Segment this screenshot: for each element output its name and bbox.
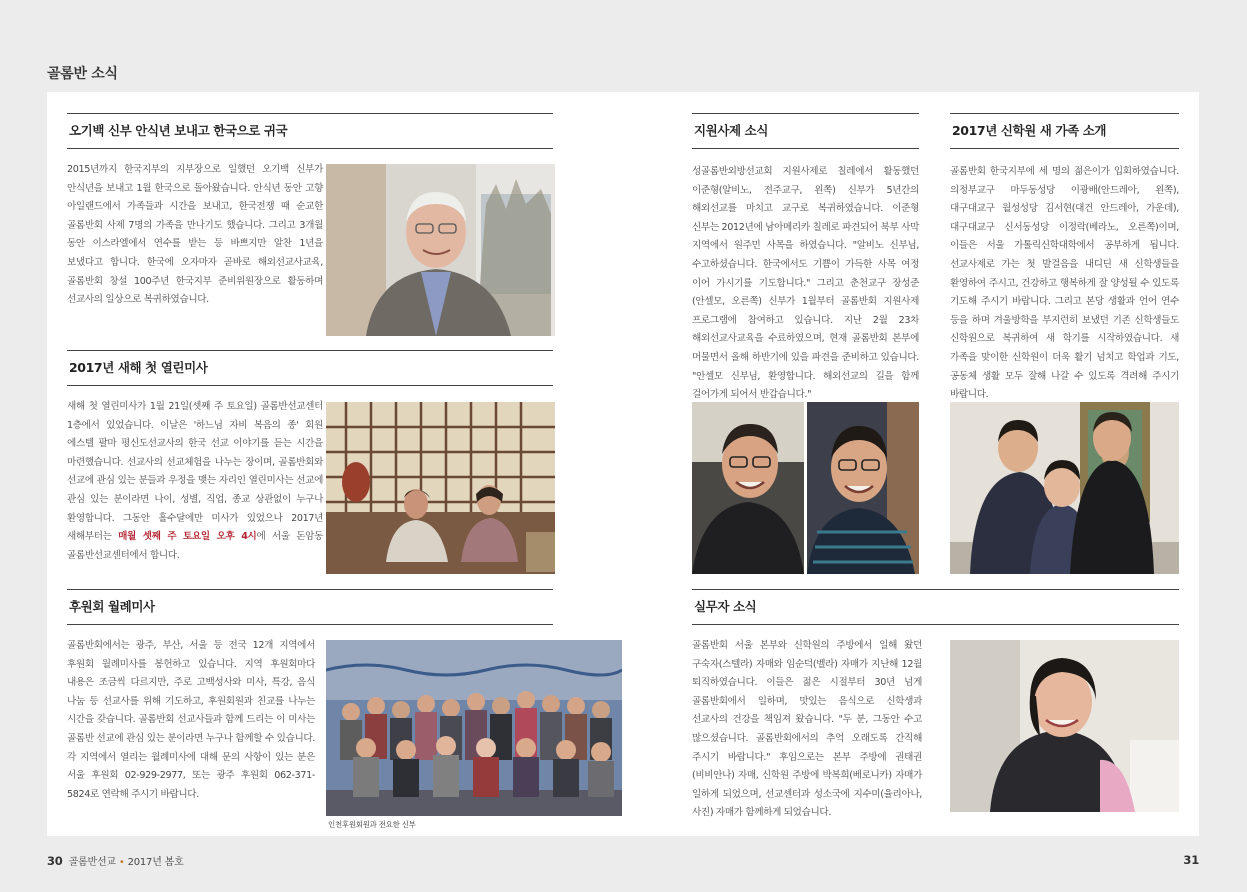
highlight-schedule: 매월 셋째 주 토요일 오후 4시 xyxy=(118,531,257,543)
article-open-mass-body xyxy=(67,384,323,565)
article-staff xyxy=(692,589,1179,625)
issue-label: 2017년 봄호 xyxy=(127,857,184,868)
page-number-right: 31 xyxy=(1183,853,1199,867)
article-seminary xyxy=(950,113,1179,405)
photo-priest-jang xyxy=(807,402,919,574)
article-title: 2017년 새해 첫 열린미사 xyxy=(67,350,553,386)
article-benefactor-mass-body xyxy=(67,623,315,804)
section-header: 골롬반 소식 xyxy=(47,66,118,82)
article-title: 지원사제 소식 xyxy=(692,113,919,149)
footer-right xyxy=(1183,853,1199,867)
article-priest-candidates xyxy=(692,113,919,405)
photo-caption: 인천후원회원과 전요한 신부 xyxy=(328,820,416,829)
article-body: 골롬반회 한국지부에 세 명의 젊은이가 입회하였습니다. 의정부교구 마두동성당 이광배(안드레아, 왼쪽), 대구대교구 월성성당 김서현(대건 안드레아, 가운데), 대구대교구 신서동성당 이정락(베라노, 오른쪽)이며, 이들은 서울 가톨릭신학대학에서 공부하게 됩니다. 선교사제로 가는 첫 발걸음을 내디딘 새 신학생들을 환영하여 주시고, 건강하고 행복하게 잘 양성될 수 있도록 기도해 주시기 바랍니다. 그리고 본당 생활과 언어 연수 등을 하며 겨울방학을 부지런히 보냈던 기존 신학생들도 신학원으로 복귀하여 새 학기를 시작하였습니다. 새 가족을 맞이한 신학원이 더욱 활기 넘치고 학업과 기도, 공동체 생활 모두 잘해 나갈 수 있도록 격려해 주시기 바랍니다. xyxy=(950,166,1179,401)
article-body xyxy=(67,398,323,565)
article-body: 성골롬반외방선교회 지원사제로 칠레에서 활동했던 이준형(알비노, 전주교구, 왼쪽) 신부가 5년간의 해외선교를 마치고 교구로 복귀하였습니다. 이준형 신부는 2012년에 남아메리카 칠레로 파견되어 북부 사막 지역에서 원주민 사목을 하였습니다. "알비노 신부님, 수고하셨습니다. 한국에서도 기쁨이 가득한 사목 여정 이어 가시기를 기도합니다." 그리고 춘천교구 장성준(안셀모, 오른쪽) 신부가 1월부터 골롬반회 지원사제 프로그램에 참여하고 있습니다. 지난 2월 23차 해외선교사교육을 수료하였으며, 현재 골롬반회 본부에 머물면서 올해 하반기에 있을 파견을 준비하고 있습니다. "안셀모 신부님, 환영합니다. 해외선교의 길을 함께 걸어가게 되어서 반갑습니다." xyxy=(692,166,919,401)
magazine-spread xyxy=(47,92,1199,836)
article-staff-body xyxy=(692,623,922,823)
body-text: 새해 첫 열린미사가 1월 21일(셋째 주 토요일) 골롬반선교센터 1층에서 있었습니다. 이날은 '하느님 자비 복음의 종' 회원 에스텔 팔마 평신도선교사의 한국 선교 이야기를 듣는 시간을 마련했습니다. 선교사의 선교체험을 나누는 장이며, 골롬반회와 선교에 관심 있는 분들과 우정을 맺는 자리인 열린미사는 선교에 관심 있는 분이라면 나이, 성별, 직업, 종교 상관없이 누구나 환영합니다. 그동안 홀수달에만 미사가 있었으나 2017년 새해부터는 xyxy=(67,401,323,543)
photo-open-mass xyxy=(326,402,555,574)
article-body: 골롬반회 서울 본부와 신학원의 주방에서 일해 왔던 구숙자(스텔라) 자매와 임순덕(벨라) 자매가 지난해 12월 퇴직하였습니다. 이들은 젊은 시절부터 30년 넘게 골롬반회에서 일하며, 맛있는 음식으로 신학생과 선교사의 건강을 책임져 왔습니다. "두 분, 그동안 수고 많으셨습니다. 골롬반회에서의 추억 오래도록 간직해 주시기 바랍니다." 후임으로는 본부 주방에 권태권(비비안나) 자매, 신학원 주방에 박복희(베로니카) 자매가 일하게 되었으며, 선교센터과 성소국에 지수미(율리아나, 사진) 자매가 함께하게 되었습니다. xyxy=(692,640,922,819)
photo-seminarians xyxy=(950,402,1179,574)
photo-kim-portrait xyxy=(326,164,555,336)
photo-priest-lee xyxy=(692,402,804,574)
body-text: 에 서울 돈암동 골롬반선교센터에서 합니다. xyxy=(67,531,323,561)
bullet-icon: • xyxy=(118,857,125,868)
page-number-left: 30 xyxy=(47,854,63,868)
footer-left xyxy=(47,853,184,868)
article-kim-return xyxy=(67,113,553,149)
photo-staff-ji xyxy=(950,640,1179,812)
article-body: 골롬반회에서는 광주, 부산, 서울 등 전국 12개 지역에서 후원회 월례미사를 봉헌하고 있습니다. 지역 후원회마다 내용은 조금씩 다르지만, 주로 고백성사와 미사, 특강, 음식 나눔 등 선교사를 위해 기도하고, 후원회원과 친교를 나누는 시간을 갖습니다. 골롬반회 선교사들과 함께 드리는 이 미사는 골롬반 선교에 관심 있는 분이라면 누구나 함께할 수 있습니다. 각 지역에서 열리는 월례미사에 대해 문의 사항이 있는 분은 서울 후원회 02-929-2977, 또는 광주 후원회 062-371-5824로 연락해 주시기 바랍니다. xyxy=(67,640,315,800)
magazine-name: 골롬반선교 xyxy=(68,857,116,868)
article-body: 2015년까지 한국지부의 지부장으로 일했던 오기백 신부가 안식년을 보내고 1월 한국으로 돌아왔습니다. 안식년 동안 고향 아일랜드에서 가족들과 시간을 보내고, 한국전쟁 때 순교한 골롬반회 사제 7명의 가족을 만나기도 했습니다. 그리고 3개월 동안 이스라엘에서 연수를 받는 등 바쁘지만 알찬 1년을 보냈다고 합니다. 한국에 오자마자 곧바로 해외선교사교육, 골롬반회 창설 100주년 한국지부 준비위원장으로 활동하며 선교사의 일상으로 복귀하였습니다. xyxy=(67,164,323,306)
article-title: 2017년 신학원 새 가족 소개 xyxy=(950,113,1179,149)
article-title: 오기백 신부 안식년 보내고 한국으로 귀국 xyxy=(67,113,553,149)
photo-benefactor-group xyxy=(326,640,622,816)
article-title: 실무자 소식 xyxy=(692,589,1179,625)
article-open-mass xyxy=(67,350,553,386)
article-title: 후원회 월례미사 xyxy=(67,589,553,625)
article-kim-return-body xyxy=(67,147,323,310)
article-benefactor-mass xyxy=(67,589,553,625)
